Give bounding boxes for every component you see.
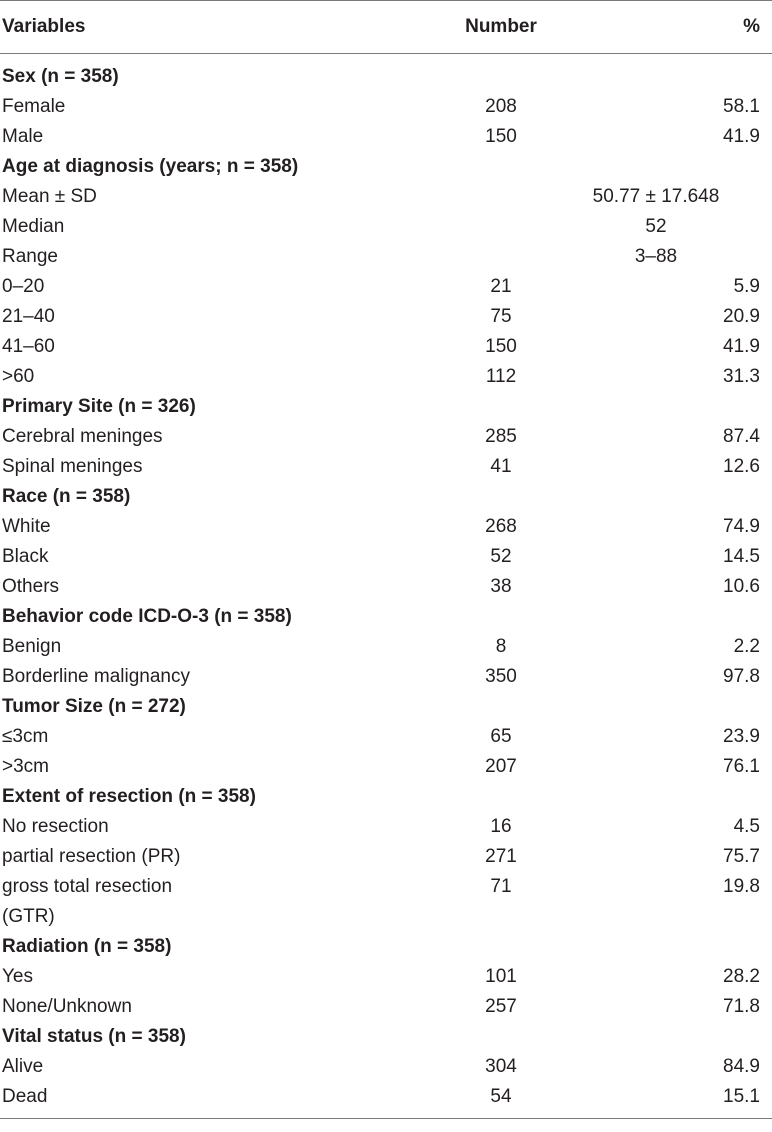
- row-percent: 5.9: [733, 276, 760, 297]
- row-percent: 41.9: [723, 126, 760, 147]
- summary-stat-value: [388, 212, 772, 242]
- empty-cell: [614, 392, 772, 422]
- row-percent: 14.5: [723, 546, 760, 567]
- row-percent: 10.6: [723, 576, 760, 597]
- section-label: Race (n = 358): [2, 486, 131, 507]
- empty-cell: [614, 602, 772, 632]
- row-percent: 23.9: [723, 726, 760, 747]
- row-label: ≤3cm: [2, 726, 49, 747]
- table-row: [0, 872, 772, 932]
- row-number: 257: [485, 996, 517, 1017]
- empty-cell: [388, 692, 614, 722]
- table-row: [0, 572, 772, 602]
- section-header-row: [0, 482, 772, 512]
- row-label: Mean ± SD: [2, 186, 97, 207]
- table-row: [0, 332, 772, 362]
- row-number: 21: [490, 276, 512, 297]
- row-number: 52: [490, 546, 512, 567]
- empty-cell: [388, 152, 614, 182]
- empty-cell: [388, 782, 614, 812]
- table-row: [0, 122, 772, 152]
- row-label: Yes: [2, 966, 33, 987]
- empty-cell: [614, 482, 772, 512]
- row-percent: 41.9: [723, 336, 760, 357]
- header-number: Number: [388, 1, 614, 54]
- row-percent: 74.9: [723, 516, 760, 537]
- section-label: Tumor Size (n = 272): [2, 696, 186, 717]
- table-row: [0, 632, 772, 662]
- section-header-row: [0, 782, 772, 812]
- row-number: 350: [485, 666, 517, 687]
- section-label: Behavior code ICD-O-3 (n = 358): [2, 606, 292, 627]
- row-label: Alive: [2, 1056, 44, 1077]
- row-number: 150: [485, 126, 517, 147]
- row-label: Black: [2, 546, 49, 567]
- empty-cell: [388, 54, 614, 93]
- row-label: [0, 872, 388, 932]
- row-label: Cerebral meninges: [2, 426, 163, 447]
- summary-stat-text: 52: [645, 216, 667, 237]
- row-percent: 12.6: [723, 456, 760, 477]
- row-number: 101: [485, 966, 517, 987]
- row-label: 0–20: [2, 276, 45, 297]
- row-label: 21–40: [2, 306, 55, 327]
- row-percent: 15.1: [614, 1082, 772, 1119]
- row-percent: 4.5: [733, 816, 760, 837]
- row-label: White: [2, 516, 51, 537]
- row-percent: 76.1: [723, 756, 760, 777]
- table-row: [0, 752, 772, 782]
- table-row: [0, 452, 772, 482]
- row-percent: 84.9: [723, 1056, 760, 1077]
- table-row: [0, 722, 772, 752]
- table-row: [0, 92, 772, 122]
- row-label: Female: [2, 96, 66, 117]
- row-percent: 75.7: [723, 846, 760, 867]
- summary-stat-text: 3–88: [634, 246, 678, 267]
- summary-stat-row: [0, 182, 772, 212]
- section-header-row: [0, 54, 772, 93]
- section-label: Sex (n = 358): [2, 66, 119, 87]
- empty-cell: [388, 932, 614, 962]
- empty-cell: [614, 152, 772, 182]
- row-label: >3cm: [2, 756, 49, 777]
- row-label: Others: [2, 576, 60, 597]
- row-percent: 58.1: [723, 96, 760, 117]
- table-row: [0, 1082, 772, 1119]
- row-percent: 2.2: [733, 636, 760, 657]
- row-label: 41–60: [2, 336, 55, 357]
- row-percent: 97.8: [723, 666, 760, 687]
- summary-stat-row: [0, 242, 772, 272]
- summary-stat-value: [388, 182, 772, 212]
- row-label: None/Unknown: [2, 996, 132, 1017]
- row-label: Dead: [0, 1082, 388, 1119]
- row-number: 207: [485, 756, 517, 777]
- row-label: Benign: [2, 636, 62, 657]
- row-number: 268: [485, 516, 517, 537]
- empty-cell: [614, 932, 772, 962]
- table-row: [0, 272, 772, 302]
- section-header-row: [0, 932, 772, 962]
- row-number: 150: [485, 336, 517, 357]
- row-label: Median: [2, 216, 65, 237]
- header-variables: Variables: [0, 1, 388, 54]
- section-header-row: [0, 602, 772, 632]
- empty-cell: [614, 1022, 772, 1052]
- row-number: 8: [495, 636, 507, 657]
- empty-cell: [614, 782, 772, 812]
- row-number: 16: [490, 816, 512, 837]
- table-row: [0, 512, 772, 542]
- row-label-line: gross total resection: [2, 876, 173, 897]
- header-percent: %: [614, 1, 772, 54]
- table-row: [0, 1052, 772, 1082]
- row-label: partial resection (PR): [2, 846, 181, 867]
- row-label: Borderline malignancy: [2, 666, 190, 687]
- section-label: Radiation (n = 358): [2, 936, 172, 957]
- row-percent: 19.8: [723, 876, 760, 897]
- section-header-row: [0, 392, 772, 422]
- table-row: [0, 422, 772, 452]
- row-percent: 28.2: [723, 966, 760, 987]
- row-number: 54: [388, 1082, 614, 1119]
- row-percent: 31.3: [723, 366, 760, 387]
- row-percent: 87.4: [723, 426, 760, 447]
- empty-cell: [388, 1022, 614, 1052]
- table-row: [0, 992, 772, 1022]
- table-row: [0, 362, 772, 392]
- row-number: 41: [490, 456, 512, 477]
- table-row: [0, 542, 772, 572]
- row-label: No resection: [2, 816, 109, 837]
- table-row: [0, 302, 772, 332]
- row-percent: 71.8: [723, 996, 760, 1017]
- section-label: Vital status (n = 358): [2, 1026, 186, 1047]
- empty-cell: [614, 692, 772, 722]
- row-label: Range: [2, 246, 58, 267]
- empty-cell: [388, 602, 614, 632]
- row-number: 65: [490, 726, 512, 747]
- row-number: 71: [490, 876, 512, 897]
- table-row: [0, 662, 772, 692]
- row-number: 285: [485, 426, 517, 447]
- summary-stat-text: 50.77 ± 17.648: [592, 186, 720, 207]
- row-number: 112: [485, 366, 517, 387]
- table-row: [0, 812, 772, 842]
- summary-stat-row: [0, 212, 772, 242]
- section-label: Primary Site (n = 326): [2, 396, 196, 417]
- empty-cell: [388, 392, 614, 422]
- row-number: 304: [485, 1056, 517, 1077]
- table-row: [0, 842, 772, 872]
- row-label: >60: [2, 366, 35, 387]
- empty-cell: [388, 482, 614, 512]
- header-row: [0, 1, 772, 54]
- row-number: 271: [485, 846, 517, 867]
- section-header-row: [0, 692, 772, 722]
- row-number: 208: [485, 96, 517, 117]
- section-header-row: [0, 1022, 772, 1052]
- row-number: 75: [490, 306, 512, 327]
- section-header-row: [0, 152, 772, 182]
- section-label: Age at diagnosis (years; n = 358): [2, 156, 299, 177]
- row-label: Spinal meninges: [2, 456, 143, 477]
- table-body: [0, 54, 772, 1119]
- row-percent: 20.9: [723, 306, 760, 327]
- section-label: Extent of resection (n = 358): [2, 786, 256, 807]
- row-label: Male: [2, 126, 44, 147]
- table-row: [0, 962, 772, 992]
- row-label-line: (GTR): [2, 906, 55, 927]
- row-number: 38: [490, 576, 512, 597]
- empty-cell: [614, 54, 772, 93]
- summary-stat-value: [388, 242, 772, 272]
